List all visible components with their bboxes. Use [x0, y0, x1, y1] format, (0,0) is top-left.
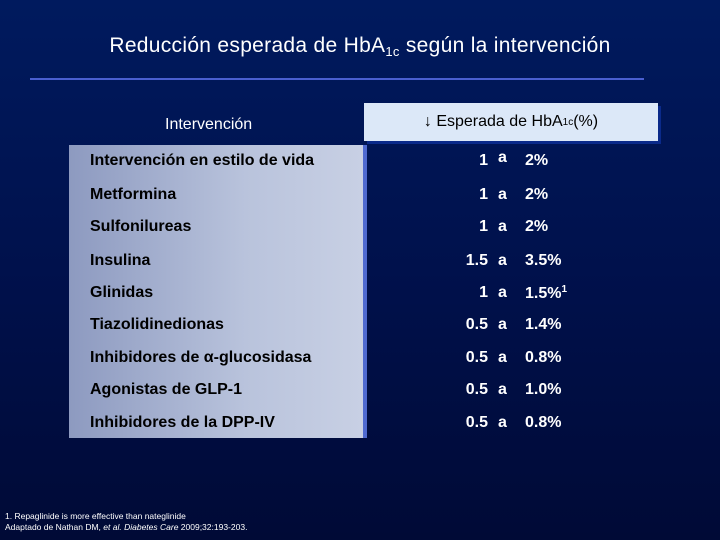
footnote-journal: et al. Diabetes Care [103, 522, 179, 532]
footnote-line-2 [5, 522, 247, 533]
row-value-low: 1 [479, 152, 488, 169]
row-value-low: 0.5 [465, 349, 488, 366]
row-label: Glinidas [90, 284, 154, 301]
row-label: Inhibidores de α-glucosidasa [90, 349, 312, 366]
row-value-sep: a [498, 284, 507, 301]
row-label: Insulina [90, 252, 151, 269]
row-value-high: 1.4% [525, 316, 562, 333]
row-value-sep: a [498, 316, 507, 333]
column-header-hba1c [364, 103, 658, 141]
row-label: Metformina [90, 186, 177, 203]
column-header-intervention: Intervención [165, 116, 253, 133]
title-subscript: 1c [385, 44, 400, 59]
row-value-high: 2% [525, 152, 549, 169]
row-value-sep: a [498, 186, 507, 203]
footnote-citation: 2009;32:193-203. [178, 522, 248, 532]
row-value-low: 0.5 [465, 381, 488, 398]
row-value-high: 1.5%$^1$ [525, 284, 568, 302]
footnote [5, 511, 247, 533]
row-label: Inhibidores de la DPP-IV [90, 414, 275, 431]
row-label: Intervención en estilo de vida [90, 152, 315, 169]
row-value-high: 2% [525, 186, 549, 203]
row-value-low: 0.5 [465, 414, 488, 431]
row-value-sep: a [498, 149, 507, 166]
row-label: Agonistas de GLP-1 [90, 381, 243, 398]
row-value-low: 1 [479, 284, 488, 301]
row-value-high: 0.8% [525, 414, 562, 431]
row-value-high: 2% [525, 218, 549, 235]
row-label: Sulfonilureas [90, 218, 192, 235]
row-value-low: 0.5 [465, 316, 488, 333]
row-value-sep: a [498, 414, 507, 431]
title-text: Reducción esperada de HbA [109, 34, 386, 57]
row-value-high: 3.5% [525, 252, 562, 269]
footnote-line-1: 1. Repaglinide is more effective than nateglinide [5, 511, 186, 521]
row-value-sep: a [498, 349, 507, 366]
header-right-suffix: (%) [573, 113, 599, 130]
footnote-source: Adaptado de Nathan DM, [5, 522, 104, 532]
row-value-low: 1.5 [465, 252, 488, 269]
title-divider [30, 78, 644, 80]
row-value-low: 1 [479, 218, 488, 235]
title-text-rest: según la intervención [399, 34, 611, 57]
row-value-high: 1.0% [525, 381, 562, 398]
header-right-subscript: 1c [562, 116, 574, 128]
row-value-footnote-ref: 1 [561, 284, 568, 295]
row-value-high: 0.8% [525, 349, 562, 366]
row-value-low: 1 [479, 186, 488, 203]
row-value-sep: a [498, 218, 507, 235]
row-label: Tiazolidinedionas [90, 316, 224, 333]
header-right-text: ↓ Esperada de HbA [423, 113, 563, 130]
row-value-sep: a [498, 381, 507, 398]
slide-title [0, 34, 720, 59]
row-value-sep: a [498, 252, 507, 269]
